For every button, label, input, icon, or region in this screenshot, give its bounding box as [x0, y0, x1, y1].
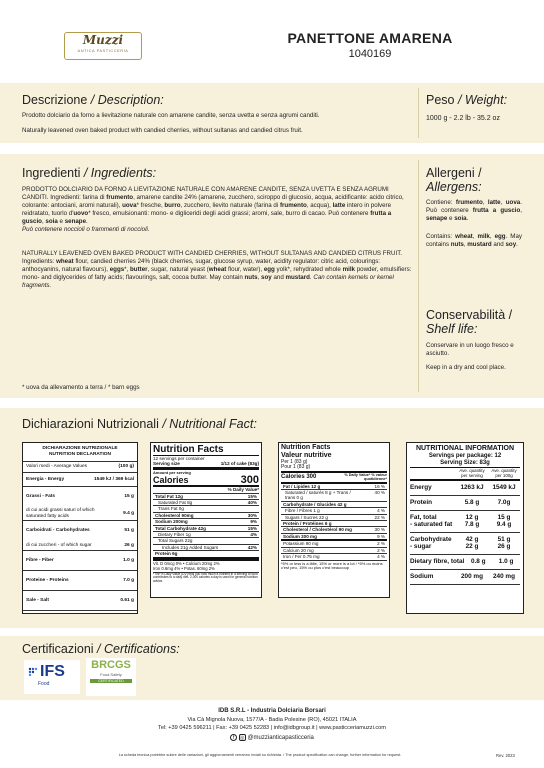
eu-row-label: Grassi - Fats	[26, 494, 56, 500]
us-table-title: Nutrition Facts	[153, 444, 259, 456]
ifs-logo	[24, 660, 80, 694]
us-row-label: Includes 21g Added Sugars	[162, 544, 219, 550]
us-row-label: Saturated Fat 8g	[158, 500, 193, 506]
intl-row-label: Fat, total	[410, 513, 437, 521]
ca-row-label: Sodium 200 mg	[283, 533, 317, 539]
weight-heading: Peso / Weight:	[426, 93, 508, 107]
allergens-text-en: Contains: wheat, milk, egg. May contains nuts, mustard and soy.	[426, 233, 522, 248]
eu-row-value: (100 g)	[118, 464, 134, 470]
eu-row-label: Valori medi - Average Values	[26, 464, 88, 470]
eu-table-row	[23, 507, 137, 521]
ca-row-value: 40 %	[374, 490, 385, 496]
ingredients-text-en: NATURALLY LEAVENED OVEN BAKED PRODUCT WITH CANDIED CHERRIES, WITHOUT SULTANAS AND CANDIED CITRUS FRUIT. Ingredients: wheat flour, candied cherries 24% (black cherries, sugar, glucose syrup, water, acidity regulator: citric acid, colourings: anthocyanins, natural flavours), eggs*, butter, sugar, natural yeast (wheat flour, water), egg yolk*, rehydrated whole milk powder, emulsifiers: mono- and diglycerides of fatty acids; flavourings, salt, cocoa butter. May contain nuts, soy and mustard. Can contain kernels or kernel fragments.	[22, 250, 412, 289]
eu-table-row	[23, 473, 137, 487]
eu-table-row	[23, 571, 137, 591]
us-nutrition-table	[150, 442, 262, 598]
intl-row-label: - saturated fat	[410, 520, 453, 528]
brcgs-grade: CERTIFICATED	[90, 679, 132, 683]
eu-row-value: 9.4 g	[123, 510, 134, 516]
ca-row-label: Protein / Protéines 6 g	[283, 521, 332, 527]
ingredients-heading: Ingredienti / Ingredients:	[22, 166, 157, 180]
intl-row-value-serving: 42 g	[465, 535, 479, 543]
ca-row-value: 4 %	[377, 508, 385, 514]
allergens-heading: Allergeni / Allergens:	[426, 166, 482, 194]
ifs-sub: Food	[38, 681, 50, 687]
weight-value: 1000 g - 2.2 lb - 35.2 oz	[426, 115, 500, 122]
eu-row-value: 51 g	[124, 528, 134, 534]
intl-table-row	[410, 521, 520, 533]
ca-row-label: Fat / Lipides 12 g	[283, 483, 321, 489]
intl-row-value-serving: 1263 kJ	[460, 483, 484, 491]
footer-contacts: Tel: +39 0425 596211 | Fax: +39 0425 52283 | info@idbgroup.it | www.pasticceriamuzzi.com	[158, 725, 386, 731]
footer-disclaimer: La scheda tecnica potrebbe subire delle variazioni, gli aggiornamenti verranno inviati su richiesta. / The product specification can change, further information for request.	[118, 753, 402, 757]
intl-row-label: Energy	[410, 483, 432, 491]
us-row-value: 15%	[247, 493, 257, 499]
intl-row-value-serving: 0.8 g	[470, 557, 486, 565]
eu-table-title: DICHIARAZIONE NUTRIZIONALE NUTRITION DECLARATION	[23, 443, 137, 462]
intl-row-label: Dietary fibre, total	[410, 557, 465, 565]
eu-row-label: Carboidrati - Carbohydrates	[26, 528, 90, 534]
intl-row-value-100g: 51 g	[497, 535, 511, 543]
ca-footnote: *5% or less is a little, 15% or more is a lot / *5% ou moins c'est peu, 15% ou plus c'est beaucoup	[281, 560, 383, 571]
ifs-dot-icon	[28, 667, 38, 677]
ca-table-rows	[281, 484, 387, 561]
eu-row-value: 1.0 g	[123, 557, 134, 563]
us-row-label: Total Fat 12g	[155, 493, 183, 499]
eu-row-value: 1549 kJ / 369 kcal	[93, 476, 134, 482]
ingredients-text-it: PRODOTTO DOLCIARIO DA FORNO A LIEVITAZIONE NATURALE CON AMARENE CANDITE, SENZA UVETTA E SENZA AGRUMI CANDITI. Ingredienti: farina di frumento, amarene candite 24% (amarene, zucchero, sciroppo di glucosio, acqua, acidificante: acido citrico, colorante: antociani, aromi naturali), uova* fresche, burro, zucchero, lievito naturale (farina di frumento, acqua), latte intero in polvere reidratato, tuorlo d'uovo* fresco, emulsionanti: mono- e digliceridi degli acidi grassi; aromi, sale, burro di cacao. Può contenere frutta a guscio, soia e senape. Può contenere noccioli o frammenti di noccioli.	[22, 186, 404, 233]
intl-table-row	[410, 481, 520, 496]
intl-table-row	[410, 533, 520, 543]
intl-row-value-serving: 12 g	[465, 513, 479, 521]
us-table-row	[153, 551, 259, 558]
eu-row-label: di cui zuccheri - of which sugar	[26, 542, 92, 548]
divider	[418, 160, 419, 392]
eu-table-rows	[23, 462, 137, 611]
intl-row-value-100g: 9.4 g	[496, 520, 512, 528]
divider	[418, 88, 419, 138]
intl-row-value-100g: 26 g	[497, 542, 511, 550]
us-row-value: 42%	[247, 544, 257, 550]
revision: Rev. 2023	[496, 753, 515, 758]
eu-table-row	[23, 521, 137, 541]
ingredients-footnote: * uova da allevamento a terra / * barn eggs	[22, 384, 140, 391]
us-row-value: 15%	[247, 525, 257, 531]
eu-table-row	[23, 541, 137, 551]
us-calories: Calories 300	[153, 474, 259, 487]
description-text-en: Naturally leavened oven baked product with candied cherries, without sultanas and candied citrus fruit.	[22, 127, 303, 134]
intl-row-label: - sugar	[410, 542, 432, 550]
intl-col-headers: Ave. quantity per serving Ave. quantity per 100g	[410, 468, 520, 481]
ca-row-value: 30 %	[374, 527, 385, 533]
ca-row-label: Calcium 20 mg	[283, 547, 314, 553]
eu-row-label: Fibre - Fiber	[26, 557, 54, 563]
intl-row-value-serving: 7.8 g	[464, 520, 480, 528]
ca-row-label: Cholesterol / Cholestérol 90 mg	[283, 527, 352, 533]
eu-row-value: 7.0 g	[123, 577, 134, 583]
nutrition-heading: Dichiarazioni Nutrizionali / Nutritional Fact:	[22, 417, 257, 431]
us-serving-size: Serving size 1/12 of cake (83g)	[153, 461, 259, 469]
intl-table-row	[410, 543, 520, 555]
ca-calories-row: Calories 300 % Daily Value* % valeur quotidienne*	[281, 473, 387, 484]
eu-table-row	[23, 462, 137, 473]
us-amount: Amount per serving	[153, 469, 191, 475]
us-row-label: Total Sugars 22g	[158, 538, 193, 544]
intl-nutrition-table	[406, 442, 524, 614]
ca-table-row	[281, 534, 387, 541]
description-heading: Descrizione / Description:	[22, 93, 164, 107]
ca-per-fr: Pour 1 (83 g)	[281, 465, 387, 472]
eu-row-label: di cui acidi grassi saturi of which saturated fatty acids	[26, 508, 95, 519]
us-vitamins-1: Vit. D 0mcg 0% • Calcium 20mg 2%	[153, 559, 259, 566]
shelf-life-text-it: Conservare in un luogo fresco e asciutto.	[426, 342, 514, 357]
ifs-label: IFS	[40, 663, 65, 680]
us-row-value: 40%	[247, 500, 257, 506]
us-row-value: 4%	[250, 532, 257, 538]
us-table-rows	[153, 494, 259, 559]
intl-size: Serving Size: 83g	[410, 460, 520, 468]
allergens-text-it: Contiene: frumento, latte, uova. Può contenere frutta a guscio, senape e soia.	[426, 199, 522, 222]
ca-row-value: 2 %	[377, 547, 385, 553]
eu-nutrition-table	[22, 442, 138, 614]
shelf-life-text-en: Keep in a dry and cool place.	[426, 364, 506, 371]
ca-row-label: Potassium 90 mg	[283, 541, 319, 547]
us-row-label: Cholesterol 90mg	[155, 512, 194, 518]
intl-row-label: Carbohydrate	[410, 535, 452, 543]
ca-row-label: Fibre / Fibres 1 g	[285, 508, 320, 514]
us-row-value: 9%	[250, 519, 257, 525]
eu-row-value: 15 g	[124, 494, 134, 500]
brcgs-logo	[86, 658, 136, 696]
eu-row-value: 26 g	[124, 542, 134, 548]
ca-nutrition-table	[278, 442, 390, 598]
eu-table-row	[23, 591, 137, 611]
ca-per-en: Per 1 (83 g)	[281, 459, 308, 465]
intl-row-value-serving: 5.8 g	[464, 498, 480, 506]
intl-servings: Servings per package: 12	[428, 453, 502, 459]
intl-row-label: Sodium	[410, 572, 434, 580]
certifications-heading: Certificazioni / Certifications:	[22, 642, 180, 656]
intl-row-value-100g: 1.0 g	[498, 557, 514, 565]
us-row-label: Dietary Fiber 1g	[158, 532, 191, 538]
brand-logo	[64, 32, 142, 60]
us-footnote: *The % Daily Value (DV) tells you how much a nutrient in a serving of food contributes to a daily diet. 2,000 calories a day is used for general nutrition advice.	[153, 571, 258, 584]
brand-subtitle: ANTICA PASTICCERIA	[77, 48, 129, 53]
ca-row-label: Sugars / Sucres 22 g	[285, 514, 328, 520]
footer-address: Via Cà Mignola Nuova, 1577/A - Badia Polesine (RO), 45021 ITALIA	[187, 717, 357, 723]
ca-table-row	[281, 490, 387, 502]
ca-table-row	[281, 554, 387, 560]
description-text-it: Prodotto dolciario da forno a lievitazione naturale con amarene candite, senza uvetta e senza agrumi canditi.	[22, 112, 320, 119]
us-row-label: Protein 6g	[155, 551, 178, 557]
ca-row-label: Saturated / saturés 8 g + Trans / trans 0 g	[285, 490, 351, 501]
social-handle[interactable]: @muzzianticapasticceria	[247, 735, 314, 742]
ca-row-value: 16 %	[374, 483, 385, 489]
us-dv-header: % Daily Value*	[153, 487, 259, 493]
instagram-icon[interactable]: ◎	[240, 735, 245, 741]
page-title: PANETTONE AMARENA	[287, 30, 453, 46]
us-row-label: Total Carbohydrate 42g	[155, 525, 206, 531]
us-vitamins-2: Iron 0.6mg 4% • Potas. 60mg 2%	[153, 566, 259, 572]
intl-row-value-serving: 22 g	[465, 542, 479, 550]
eu-row-label: Energia - Energy	[26, 476, 65, 482]
intl-table-rows	[410, 481, 520, 585]
ca-title-en: Nutrition Facts	[281, 444, 331, 451]
ca-row-value: 4 %	[377, 554, 385, 560]
ca-row-label: Iron / Fer 0.75 mg	[283, 554, 320, 560]
footer-company: IDB S.R.L - Industria Dolciaria Borsari	[218, 708, 326, 714]
brand-name: Muzzi	[82, 33, 124, 47]
brcgs-label: BRCGS	[91, 659, 131, 671]
brcgs-sub: Food Safety	[100, 672, 122, 677]
intl-row-value-100g: 7.0g	[497, 498, 511, 506]
intl-table-row	[410, 555, 520, 570]
ca-title-fr: Valeur nutritive	[281, 452, 332, 459]
facebook-icon[interactable]: f	[230, 734, 237, 741]
intl-title: NUTRITIONAL INFORMATION	[415, 445, 515, 452]
eu-row-value: 0.61 g	[120, 597, 134, 603]
shelf-life-heading: Conservabilità / Shelf life:	[426, 308, 513, 336]
footer-social	[0, 734, 544, 741]
eu-row-label: Sale - Salt	[26, 597, 49, 603]
intl-table-row	[410, 511, 520, 521]
intl-row-value-serving: 200 mg	[460, 572, 484, 580]
us-servings: 12 servings per container	[153, 456, 205, 461]
ca-row-label: Carbohydrate / Glucides 42 g	[283, 501, 347, 507]
intl-row-value-100g: 240 mg	[492, 572, 516, 580]
intl-row-label: Protein	[410, 498, 433, 506]
intl-table-row	[410, 570, 520, 585]
intl-row-value-100g: 15 g	[497, 513, 511, 521]
intl-row-value-100g: 1549 kJ	[492, 483, 516, 491]
eu-row-label: Proteine - Proteins	[26, 577, 69, 583]
ca-row-value: 22 %	[374, 514, 385, 520]
ca-row-value: 9 %	[377, 533, 385, 539]
us-row-value: 30%	[247, 512, 257, 518]
product-code: 1040169	[348, 48, 392, 60]
eu-table-row	[23, 487, 137, 507]
eu-table-row	[23, 551, 137, 571]
us-row-label: Trans Fat 0g	[158, 506, 184, 512]
intl-table-row	[410, 496, 520, 511]
ca-row-value: 2 %	[377, 541, 385, 547]
us-row-label: Sodium 200mg	[155, 519, 188, 525]
